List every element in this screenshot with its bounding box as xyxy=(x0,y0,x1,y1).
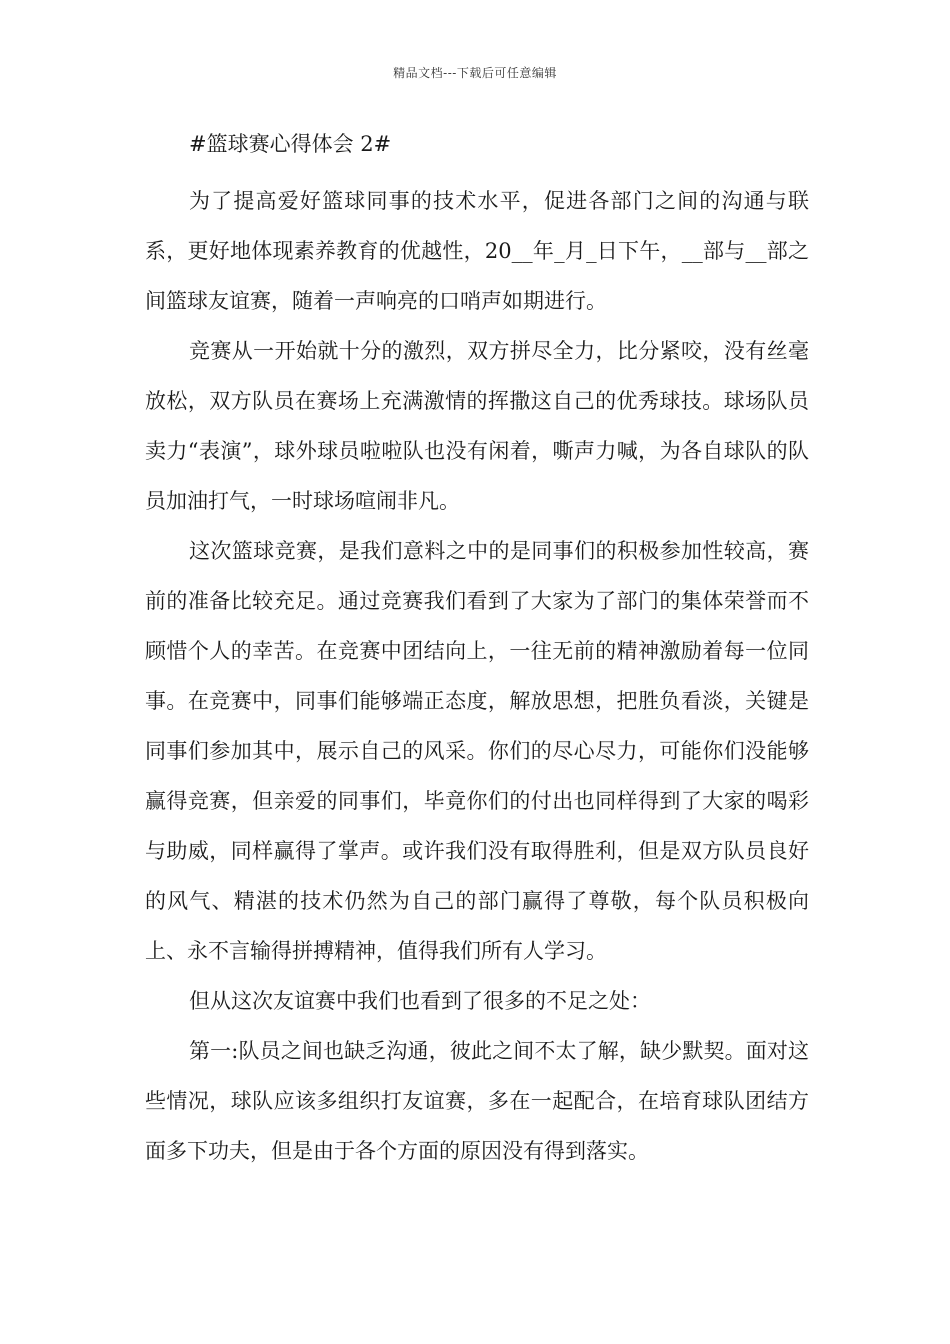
paragraph-first-point: 第一:队员之间也缺乏沟通，彼此之间不太了解，缺少默契。面对这些情况，球队应该多组织打友谊赛，多在一起配合，在培育球队团结方面多下功夫，但是由于各个方面的原因没有得到落实。 xyxy=(145,1039,809,1163)
paragraph-intro: 为了提高爱好篮球同事的技术水平，促进各部门之间的沟通与联系，更好地体现素养教育的优越性，20__年_月_日下午，__部与__部之间篮球友谊赛，随着一声响亮的口哨声如期进行。 xyxy=(145,189,809,313)
paragraph-reflection: 这次篮球竞赛，是我们意料之中的是同事们的积极参加性较高，赛前的准备比较充足。通过竞赛我们看到了大家为了部门的集体荣誉而不顾惜个人的幸苦。在竞赛中团结向上，一往无前的精神激励着每一位同事。在竞赛中，同事们能够端正态度，解放思想，把胜负看淡，关键是同事们参加其中，展示自己的风采。你们的尽心尽力，可能你们没能够赢得竞赛，但亲爱的同事们，毕竟你们的付出也同样得到了大家的喝彩与助威，同样赢得了掌声。或许我们没有取得胜利，但是双方队员良好的风气、精湛的技术仍然为自己的部门赢得了尊敬，每个队员积极向上、永不言输得拼搏精神，值得我们所有人学习。 xyxy=(145,539,809,963)
document-title: #篮球赛心得体会 2# xyxy=(189,132,392,156)
paragraph-match: 竞赛从一开始就十分的激烈，双方拼尽全力，比分紧咬，没有丝毫放松，双方队员在赛场上充满激情的挥撒这自己的优秀球技。球场队员卖力“表演”，球外球员啦啦队也没有闲着，嘶声力喊，为各自球队的队员加油打气，一时球场喧闹非凡。 xyxy=(145,339,809,513)
document-body xyxy=(145,126,809,1176)
page-header: 精品文档---下载后可任意编辑 xyxy=(393,66,557,80)
paragraph-shortcomings-lead: 但从这次友谊赛中我们也看到了很多的不足之处： xyxy=(189,989,651,1013)
